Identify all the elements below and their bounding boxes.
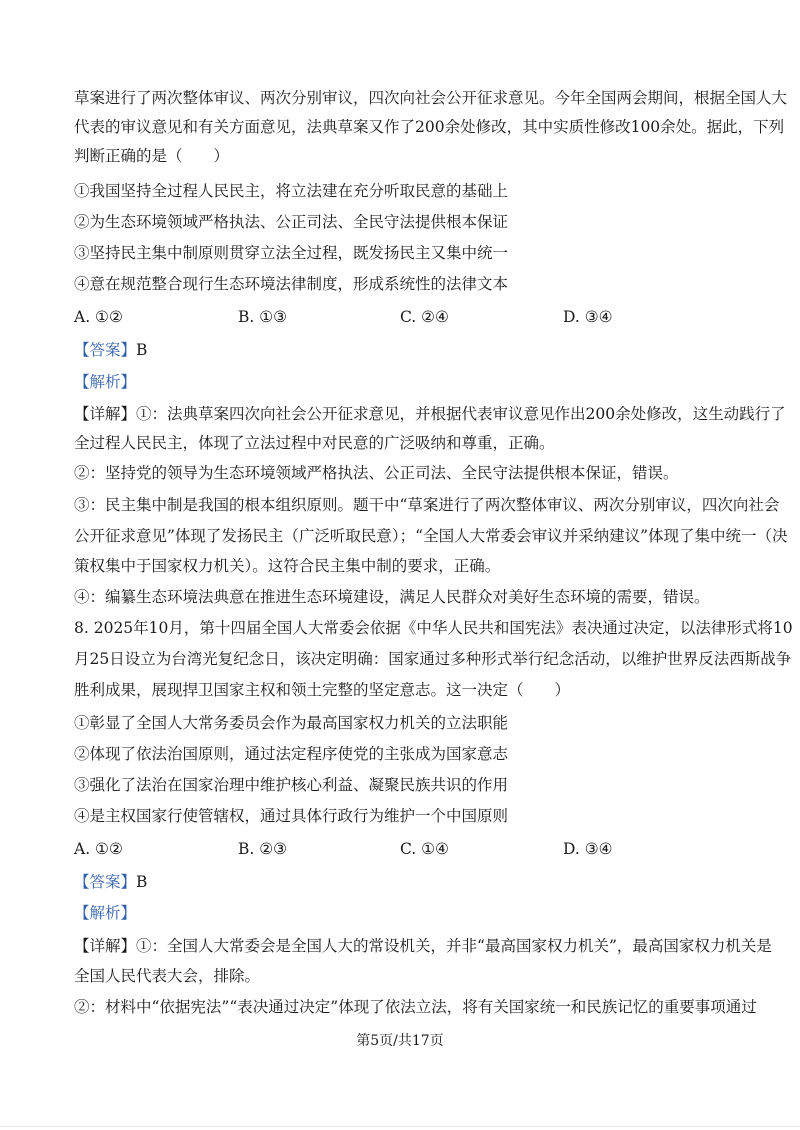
answer-value: B bbox=[136, 341, 148, 359]
q7-stem-line: 草案进行了两次整体审议、两次分别审议，四次向社会公开征求意见。今年全国两会期间，根据全国人大 bbox=[74, 89, 788, 107]
q8-detail-line: ②：材料中“依据宪法”“表决通过决定”体现了依法立法，将有关国家统一和民族记忆的重要事项通过 bbox=[74, 998, 757, 1016]
q8-answer bbox=[74, 872, 147, 892]
q7-item: ①我国坚持全过程人民民主，将立法建在充分听取民意的基础上 bbox=[74, 182, 509, 200]
q7-option-d: D. ③④ bbox=[563, 308, 613, 326]
q7-item: ④意在规范整合现行生态环境法律制度，形成系统性的法律文本 bbox=[74, 275, 509, 293]
q7-stem-line: 代表的审议意见和有关方面意见，法典草案又作了200余处修改，其中实质性修改100余处。据此，下列 bbox=[74, 118, 785, 136]
page-bottom-divider bbox=[0, 1126, 800, 1127]
detail-text: ①：全国人大常委会是全国人大的常设机关，并非“最高国家权力机关”，最高国家权力机关是 bbox=[136, 937, 772, 955]
q7-option-a: A. ①② bbox=[74, 308, 123, 326]
answer-value: B bbox=[136, 873, 148, 891]
q8-option-b: B. ②③ bbox=[238, 840, 288, 858]
q8-detail-line bbox=[74, 936, 772, 956]
q7-stem-line: 判断正确的是（ ） bbox=[74, 147, 230, 165]
q8-option-a: A. ①② bbox=[74, 840, 123, 858]
q8-item: ③强化了法治在国家治理中维护核心利益、凝聚民族共识的作用 bbox=[74, 776, 509, 794]
answer-tag: 【答案】 bbox=[74, 341, 137, 359]
q8-stem-line: 胜利成果，展现捍卫国家主权和领土完整的坚定意志。这一决定（ ） bbox=[74, 681, 571, 699]
q7-option-b: B. ①③ bbox=[238, 308, 288, 326]
analysis-tag: 【解析】 bbox=[74, 373, 137, 391]
page-number-footer: 第5页/共17页 bbox=[356, 1033, 444, 1049]
q8-item: ④是主权国家行使管辖权，通过具体行政行为维护一个中国原则 bbox=[74, 807, 509, 825]
analysis-tag: 【解析】 bbox=[74, 904, 137, 922]
answer-tag: 【答案】 bbox=[74, 873, 137, 891]
q8-item: ①彰显了全国人大常务委员会作为最高国家权力机关的立法职能 bbox=[74, 714, 509, 732]
q8-item: ②体现了依法治国原则，通过法定程序使党的主张成为国家意志 bbox=[74, 745, 509, 763]
q8-option-c: C. ①④ bbox=[400, 840, 449, 858]
q8-stem-line: 月25日设立为台湾光复纪念日，该决定明确：国家通过多种形式举行纪念活动，以维护世界反法西斯战争 bbox=[74, 650, 792, 668]
detail-tag: 【详解】 bbox=[74, 937, 137, 955]
q7-item: ②为生态环境领域严格执法、公正司法、全民守法提供根本保证 bbox=[74, 213, 509, 231]
q7-item: ③坚持民主集中制原则贯穿立法全过程，既发扬民主又集中统一 bbox=[74, 244, 509, 262]
q7-analysis-heading bbox=[74, 372, 136, 392]
q8-option-d: D. ③④ bbox=[563, 840, 613, 858]
q7-detail-line: 公开征求意见”体现了发扬民主（广泛听取民意）；“全国人大常委会审议并采纳建议”体现了集中统一（决 bbox=[74, 527, 788, 545]
detail-tag: 【详解】 bbox=[74, 405, 137, 423]
q8-stem-line: 8. 2025年10月，第十四届全国人大常委会依据《中华人民共和国宪法》表决通过决定，以法律形式将10 bbox=[74, 619, 793, 637]
q7-detail-line: 全过程人民民主，体现了立法过程中对民意的广泛吸纳和尊重，正确。 bbox=[74, 434, 555, 452]
q7-detail-line: 策权集中于国家权力机关）。这符合民主集中制的要求，正确。 bbox=[74, 557, 501, 575]
q7-detail-line: ④：编纂生态环境法典意在推进生态环境建设，满足人民群众对美好生态环境的需要，错误。 bbox=[74, 588, 710, 606]
q7-option-c: C. ②④ bbox=[400, 308, 449, 326]
q7-answer bbox=[74, 340, 147, 360]
q8-analysis-heading bbox=[74, 903, 136, 923]
q8-detail-line: 全国人民代表大会，排除。 bbox=[74, 967, 261, 985]
q7-detail-line bbox=[74, 404, 786, 424]
detail-text: ①：法典草案四次向社会公开征求意见，并根据代表审议意见作出200余处修改，这生动践行了 bbox=[136, 405, 786, 423]
q7-detail-line: ③：民主集中制是我国的根本组织原则。题干中“草案进行了两次整体审议、两次分别审议，四次向社会 bbox=[74, 496, 780, 514]
q7-detail-line: ②：坚持党的领导为生态环境领域严格执法、公正司法、全民守法提供根本保证，错误。 bbox=[74, 464, 679, 482]
